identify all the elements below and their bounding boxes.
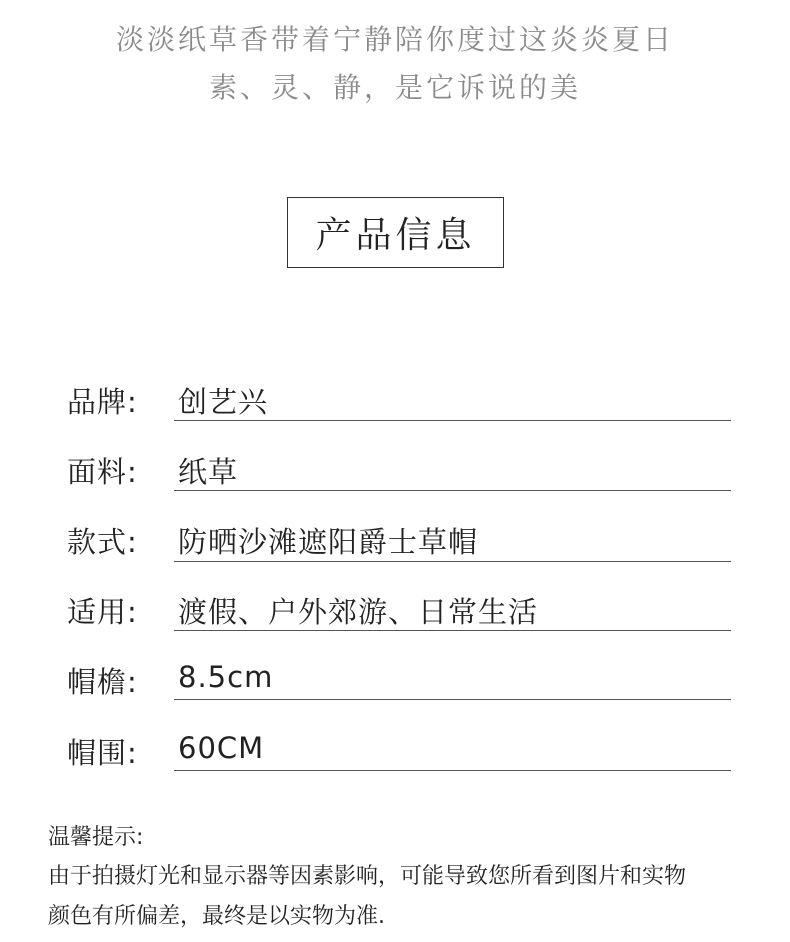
info-value: 创艺兴 — [178, 385, 269, 419]
notice-text-line-1: 由于拍摄灯光和显示器等因素影响，可能导致您所看到图片和实物 — [48, 864, 687, 889]
info-value: 防晒沙滩遮阳爵士草帽 — [178, 525, 479, 559]
info-row-style — [0, 520, 790, 580]
tagline-line-2: 素、灵、静，是它诉说的美 — [208, 71, 581, 104]
info-value: 8.5cm — [178, 660, 274, 694]
info-label: 适用: — [67, 595, 138, 629]
info-row-brand — [0, 380, 790, 440]
info-value: 纸草 — [178, 455, 239, 489]
underline — [174, 490, 731, 491]
section-title: 产品信息 — [287, 197, 504, 268]
info-value: 渡假、户外郊游、日常生活 — [178, 595, 539, 629]
tagline-line-1: 淡淡纸草香带着宁静陪你度过这炎炎夏日 — [115, 23, 674, 56]
underline — [174, 420, 731, 421]
info-label: 面料: — [67, 455, 138, 489]
underline — [174, 561, 731, 562]
info-label: 帽檐: — [67, 665, 138, 699]
notice-text-line-2: 颜色有所偏差，最终是以实物为准. — [48, 904, 385, 929]
underline — [174, 770, 731, 771]
info-label: 帽围: — [67, 736, 138, 770]
info-row-fabric — [0, 450, 790, 510]
info-row-circumference — [0, 731, 790, 791]
notice-title: 温馨提示: — [48, 825, 144, 850]
info-row-usage — [0, 590, 790, 650]
underline — [174, 699, 731, 700]
info-value: 60CM — [178, 731, 265, 765]
info-label: 款式: — [67, 525, 138, 559]
info-row-brim — [0, 660, 790, 720]
info-label: 品牌: — [67, 385, 138, 419]
underline — [174, 630, 731, 631]
